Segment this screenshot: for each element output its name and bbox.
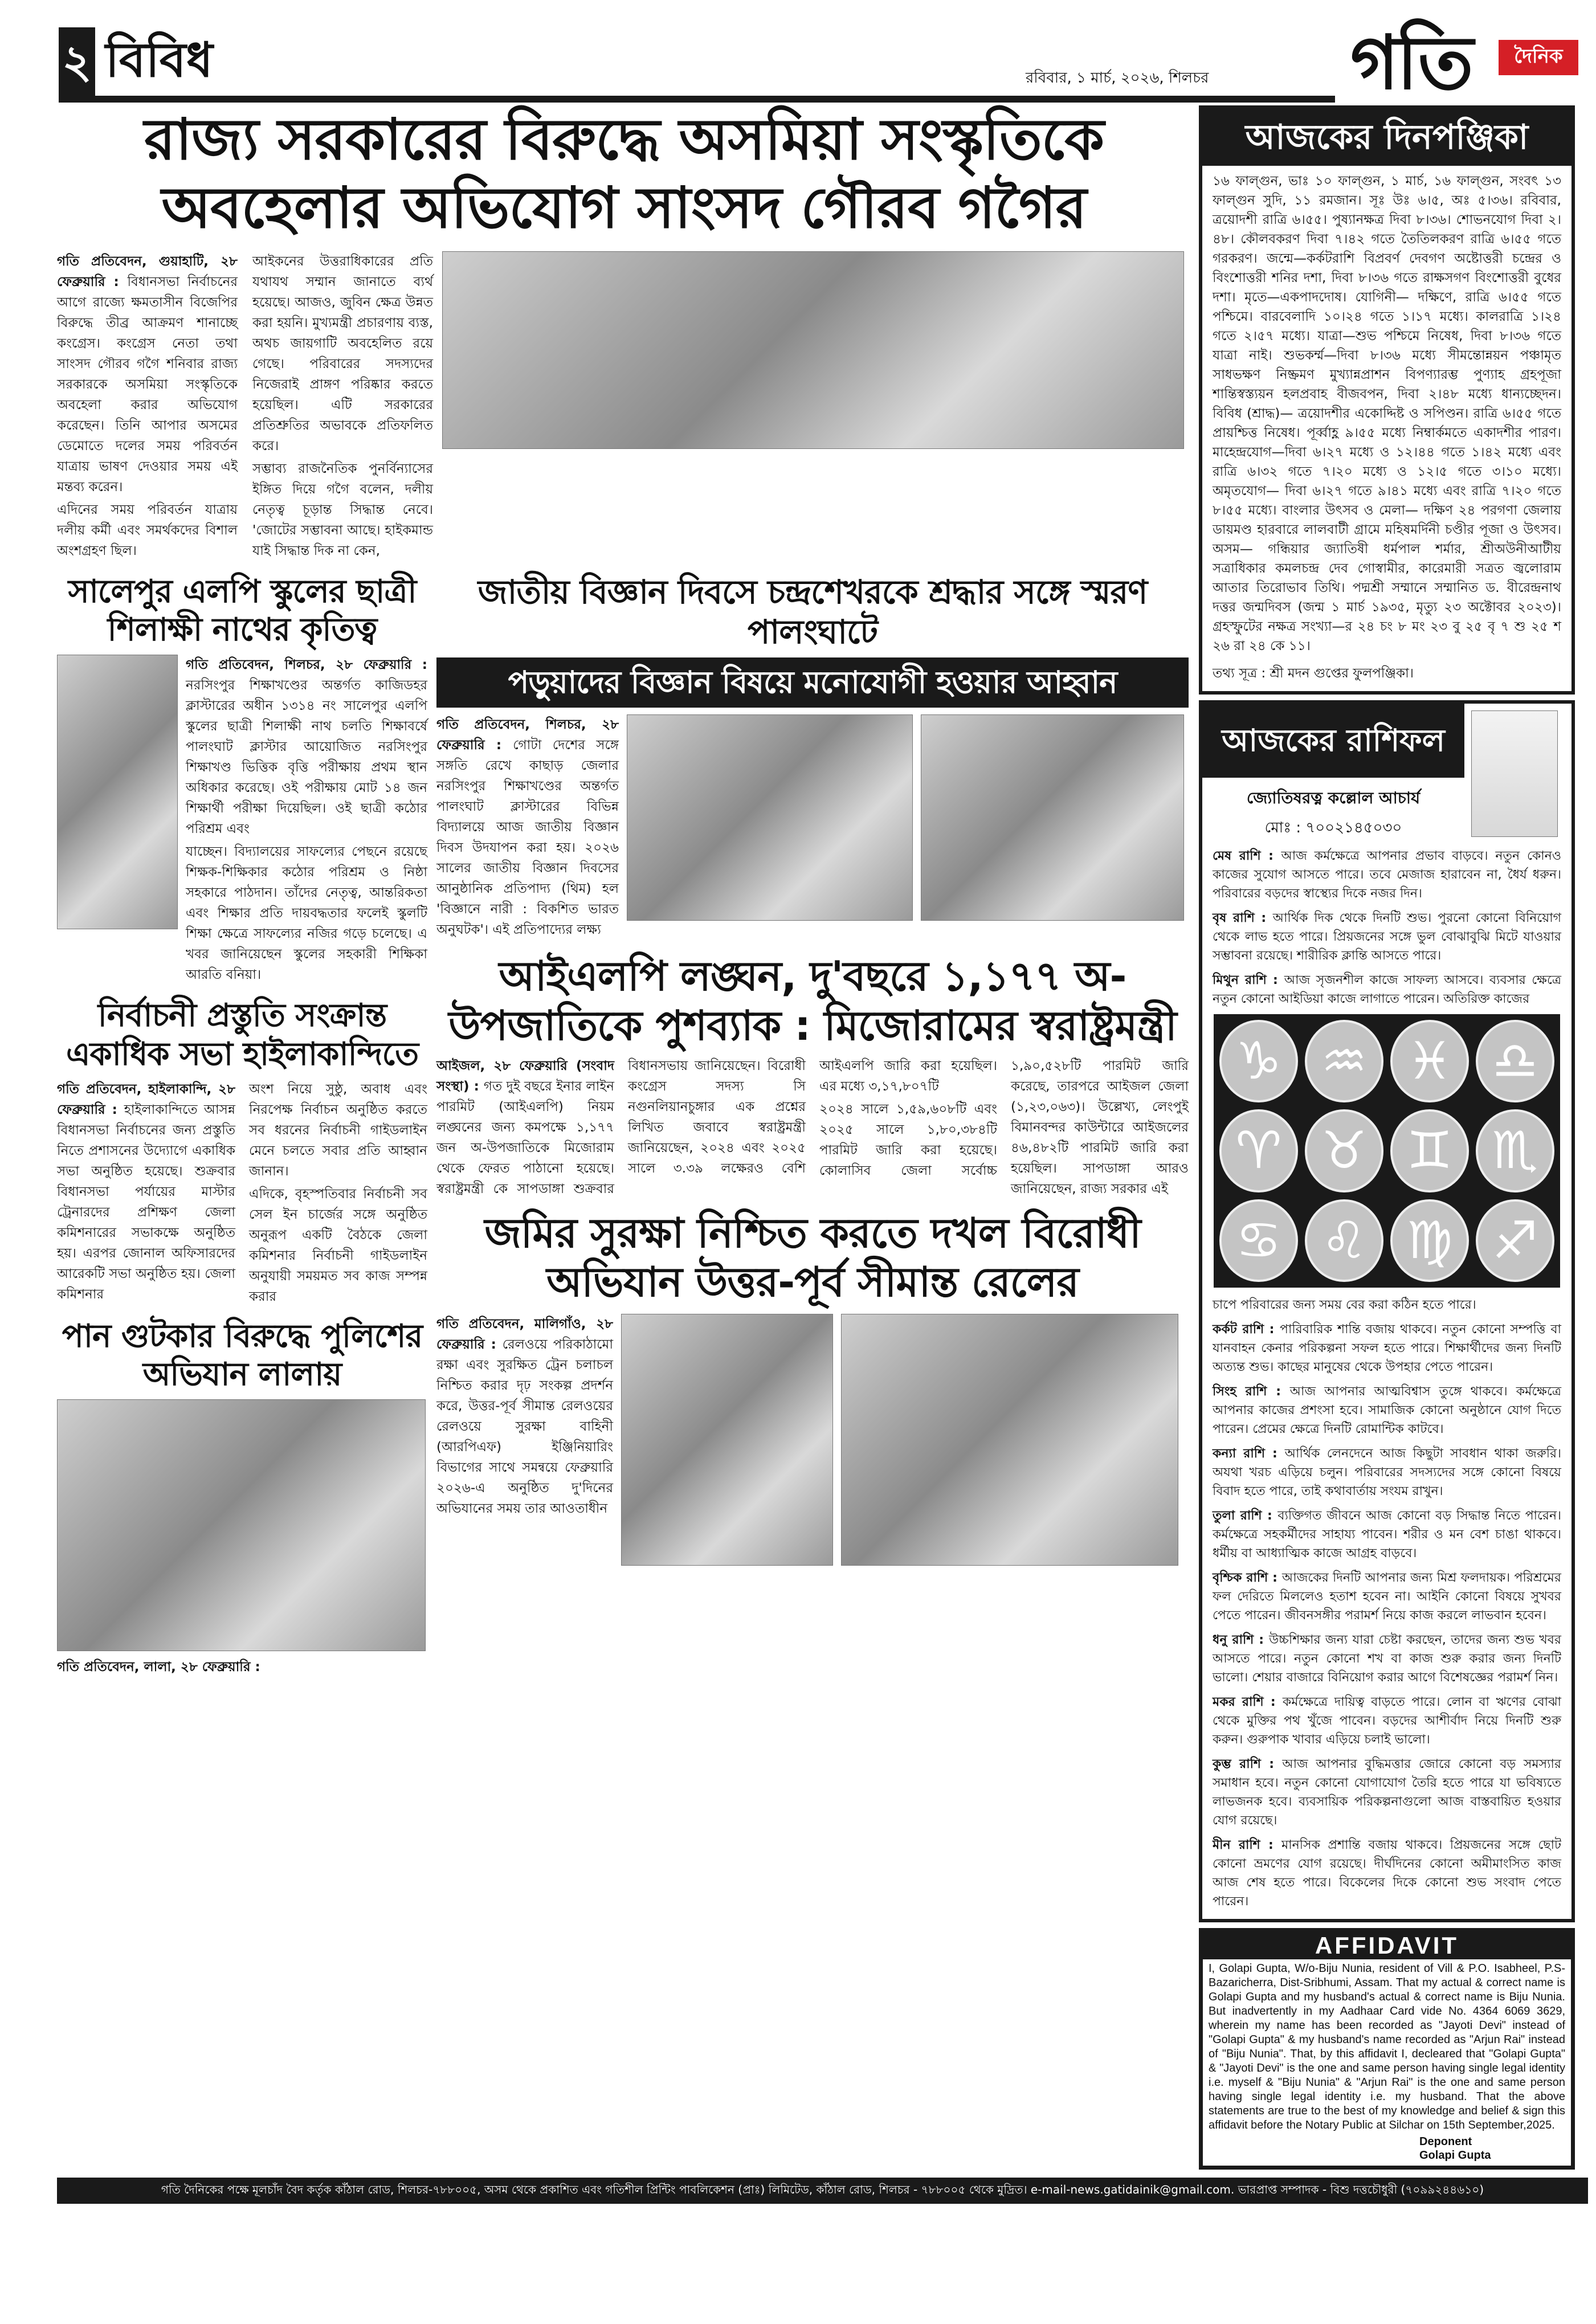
story-paragraph: এদিকে, বৃহস্পতিবার নির্বাচনী সব সেল ইন চার্জের সঙ্গে অনুষ্ঠিত অনুরূপ একটি বৈঠকে জেলা কমিশনার নির্বাচনী গাইডলাইন অনুযায়ী সময়মত সব কাজ সম্পন্ন করার [249, 1186, 427, 1304]
page-header [57, 11, 1590, 105]
salepur-story [57, 573, 427, 987]
cancer-icon: ♋ [1219, 1199, 1298, 1282]
police-raid-photo [57, 1399, 426, 1651]
gemini-icon: ♊ [1390, 1109, 1469, 1192]
side-column [1199, 105, 1575, 2170]
rashifal-entry: মকর রাশি : কর্মক্ষেত্রে দায়িত্ব বাড়তে পারে। লোন বা ঋণের বোঝা থেকে মুক্তির পথ খুঁজে পাবেন। বড়দের আশীর্বাদ নিয়ে দিনটি শুরু করুন। গুরুপাক খাবার এড়িয়ে চলাই ভালো। [1213, 1695, 1561, 1747]
science-subheadline: পড়ুয়াদের বিজ্ঞান বিষয়ে মনোযোগী হওয়ার আহ্বান [436, 657, 1189, 708]
astrologer-phone: মোঃ : ৭০০২১৪৫০৩০ [1264, 819, 1402, 836]
story-paragraph: গতি প্রতিবেদন, শিলচর, ২৮ ফেব্রুয়ারি : নরসিংপুর শিক্ষাখণ্ডের অন্তর্গত কাজিডহর ক্লাস্টারের অধীন ১৩১৪ নং সালেপুর এলপি স্কুলের ছাত্রী শিলাক্ষী নাথ চলতি শিক্ষাবর্ষে পালংঘাট ক্লাস্টার আয়োজিত নরসিংপুর শিক্ষাখণ্ড ভিত্তিক বৃত্তি পরীক্ষায় প্রথম স্থান অধিকার করেছে। ওই পরীক্ষায় মোট ১৪ জন শিক্ষার্থী পরীক্ষা দিয়েছিল। ওই ছাত্রী কঠোর পরিশ্রম এবং [186, 657, 427, 837]
lead-headline [57, 105, 1191, 242]
logo-badge: দৈনিক [1499, 40, 1578, 75]
lower-news [57, 573, 1191, 1686]
railway-story [436, 1208, 1189, 1566]
lead-headline-line1: রাজ্য সরকারের বিরুদ্ধে অসমিয়া সংস্কৃতিকে [144, 106, 1104, 173]
taurus-icon: ♉ [1305, 1109, 1383, 1192]
rashi-name: মীন রাশি : [1213, 1838, 1281, 1852]
salepur-story-body [186, 655, 427, 987]
byline: আইজল, ২৮ ফেব্রুয়ারি (সংবাদ সংস্থা) : [436, 1058, 614, 1094]
story-paragraph: গতি প্রতিবেদন, হাইলাকান্দি, ২৮ ফেব্রুয়ারি : হাইলাকান্দিতে আসন্ন বিধানসভা নির্বাচনের জন্য প্রস্তুতি নিতে প্রশাসনের উদ্যোগে একাধিক সভা অনুষ্ঠিত হয়েছে। শুক্রবার বিধানসভা পর্যায়ের মাস্টার ট্রেনারদের প্রশিক্ষণ জেলা কমিশনারের সভাকক্ষে অনুষ্ঠিত হয়। এরপর জোনাল অফিসারদের আরেকটি সভা অনুষ্ঠিত হয়। জেলা কমিশনার [57, 1081, 235, 1302]
imprint-footer: গতি দৈনিকের পক্ষে মূলচাঁদ বৈদ কর্তৃক কাঁঠাল রোড, শিলচর-৭৮৮০০৫, অসম থেকে প্রকাশিত এবং গতিশীল প্রিন্টিং পাবলিকেশন (প্রাঃ) লিমিটেড, কাঁঠাল রোড, শিলচর - ৭৮৮০০৫ থেকে মুদ্রিত। e-mail-news.gatidainik@gmail.com. ভারপ্রাপ্ত সম্পাদক - বিশু দত্তচৌধুরী (৭০৯৯২৪৪৬১০) [57, 2178, 1588, 2204]
story-paragraph: আইজল, ২৮ ফেব্রুয়ারি (সংবাদ সংস্থা) : গত দুই বছরে ইনার লাইন পারমিট (আইএলপি) নিয়ম লঙ্ঘনের জন্য কমপক্ষে ১,১৭৭ জন অ-উপজাতিকে মিজোরাম থেকে ফেরত পাঠানো হয়েছে। স্বরাষ্ট্রমন্ত্রী কে সাপডাঙ্গা শুক্রবার বিধানসভায় জানিয়েছেন। বিরোধী কংগ্রেস সদস্য সি নগুনলিয়ানচুঙ্গার এক প্রশ্নের লিখিত জবাবে স্বরাষ্ট্রমন্ত্রী জানিয়েছেন, ২০২৪ এবং ২০২৫ সালে ৩.৩৯ লক্ষেরও বেশি আইএলপি জারি করা হয়েছিল। এর মধ্যে ৩,১৭,৮০৭টি [436, 1058, 997, 1196]
affidavit-text: I, Golapi Gupta, W/o-Biju Nunia, resident of Vill & P.O. Isabheel, P.S-Bazaricherra, Dist-Sribhumi, Assam. That my actual & correct name is Golapi Gupta and my husband's actual & correct name is Biju Nunia. But inadvertently in my Aadhaar Card vide No. 4364 6069 3629, wherein my name has been recorded as "Jayoti Devi" instead of "Golapi Gupta" & my husband's name recorded as "Arjun Rai" instead of "Biju Nunia". That, by this affidavit I, decleared that "Golapi Gupta" & "Jayoti Devi" is the one and same person having single legal identity i.e. myself & "Biju Nunia" & "Arjun Rai" is the one and same person having single legal identity i.e. my husband. That the above statements are true to the best of my knowledge and belief & sign this affidavit before the Notary Public at Silchar on 15th September,2025. [1209, 1962, 1565, 2131]
byline: গতি প্রতিবেদন, শিলচর, ২৮ ফেব্রুয়ারি : [436, 717, 619, 753]
story-paragraph: গতি প্রতিবেদন, শিলচর, ২৮ ফেব্রুয়ারি : গোটা দেশের সঙ্গে সঙ্গতি রেখে কাছাড় জেলার নরসিংপুর শিক্ষাখণ্ডের অন্তর্গত পালংঘাট ক্লাস্টারের বিভিন্ন বিদ্যালয়ে আজ জাতীয় বিজ্ঞান দিবস উদযাপন করা হয়। ২০২৬ সালের জাতীয় বিজ্ঞান দিবসের আনুষ্ঠানিক প্রতিপাদ্য (থিম) হল 'বিজ্ঞানে নারী : বিকশিত ভারত অনুঘটক'। এই প্রতিপাদ্যের লক্ষ্য [436, 717, 619, 938]
salepur-headline: সালেপুর এলপি স্কুলের ছাত্রী শিলাক্ষী নাথের কৃতিত্ব [68, 573, 417, 649]
astrologer-photo [1471, 710, 1558, 837]
page-body [57, 105, 1590, 2170]
rashifal-entry: মিথুন রাশি : আজ সৃজনশীল কাজে সাফল্য আসবে। ব্যবসার ক্ষেত্রে নতুন কোনো আইডিয়া কাজে লাগাতে পারেন। অতিরিক্ত কাজের [1213, 973, 1561, 1006]
panjika-text [1202, 166, 1571, 691]
leo-icon: ♌ [1305, 1199, 1383, 1282]
railway-headline-line2: অভিযান উত্তর-পূর্ব সীমান্ত রেলের [546, 1258, 1079, 1306]
rashifal-entry: তুলা রাশি : ব্যক্তিগত জীবনে আজ কোনো বড় সিদ্ধান্ত নিতে পারেন। কর্মক্ষেত্রে সহকর্মীদের সাহায্য পাবেন। শরীর ও মন বেশ চাঙা থাকবে। ধর্মীয় বা আধ্যাত্মিক কাজে আগ্রহ বাড়বে। [1213, 1509, 1561, 1561]
affidavit-box [1199, 1928, 1575, 2170]
election-story-body [57, 1079, 427, 1308]
rashi-name: কন্যা রাশি : [1213, 1447, 1285, 1461]
affidavit-signature [1419, 2135, 1571, 2166]
science-headline: জাতীয় বিজ্ঞান দিবসে চন্দ্রশেখরকে শ্রদ্ধার সঙ্গে স্মরণ পালংঘাটে [477, 573, 1148, 651]
rashi-name: কুম্ভ রাশি : [1213, 1757, 1283, 1771]
byline: গতি প্রতিবেদন, শিলচর, ২৮ ফেব্রুয়ারি : [186, 657, 427, 673]
panjika-box [1199, 105, 1575, 695]
rashi-name: কর্কট রাশি : [1213, 1322, 1280, 1337]
rashifal-box [1199, 700, 1575, 1922]
masthead-logo [1350, 11, 1590, 106]
sagittarius-icon: ♐ [1476, 1199, 1554, 1282]
story-paragraph: অংশ নিয়ে সুষ্ঠু, অবাধ এবং নিরপেক্ষ নির্বাচন অনুষ্ঠিত করতে সব ধরনের নির্বাচনী গাইডলাইন মেনে চলতে সবার প্রতি আহ্বান জানান। [249, 1081, 427, 1179]
rashifal-entry: বৃষ রাশি : আর্থিক দিক থেকে দিনটি শুভ। পুরনো কোনো বিনিয়োগ থেকে লাভ হতে পারে। প্রিয়জনের সঙ্গে ভুল বোঝাবুঝি মিটে যাওয়ার সম্ভাবনা রয়েছে। শারীরিক ক্লান্তি আসতে পারে। [1213, 911, 1561, 963]
pan-headline: পান গুটকার বিরুদ্ধে পুলিশের অভিযান লালায় [62, 1317, 423, 1393]
lead-story-body [57, 251, 433, 563]
science-story [436, 573, 1189, 942]
pan-byline: গতি প্রতিবেদন, লালা, ২৮ ফেব্রুয়ারি : [57, 1660, 260, 1675]
pisces-icon: ♓ [1390, 1020, 1469, 1102]
ilp-headline [436, 951, 1189, 1050]
rashi-name: মকর রাশি : [1213, 1695, 1283, 1709]
ilp-story [436, 951, 1189, 1199]
signature-label: Deponent [1419, 2135, 1472, 2148]
story-paragraph: ২০২৪ সালে ১,৫৯,৬০৮টি এবং ২০২৫ সালে ১,৮০,৩৮৪টি পারমিট জারি করা হয়েছে। কোলাসিব জেলা সর্বোচ্চ ১,৯০,৫২৮টি পারমিট জারি করেছে, তারপরে আইজল জেলা (১,২৩,০৬৩)। উল্লেখ্য, লেংপুই বিমানবন্দর কাউন্টারে আইজলের ৪৬,৪৮২টি পারমিট জারি করা হয়েছিল। সাপডাঙ্গা আরও জানিয়েছেন, রাজ্য সরকার এই [819, 1058, 1189, 1196]
lead-story-photo [442, 251, 1184, 449]
virgo-icon: ♍ [1390, 1199, 1469, 1282]
rashifal-entry: ধনু রাশি : উচ্চশিক্ষার জন্য যারা চেষ্টা করছেন, তাদের জন্য শুভ খবর আসতে পারে। নতুন কোনো শখ বা কাজ শুরু করার জন্য দিনটি ভালো। শেয়ার বাজারে বিনিয়োগ করার আগে বিশেষজ্ঞের পরামর্শ নিন। [1213, 1633, 1562, 1685]
election-headline: নির্বাচনী প্রস্তুতি সংক্রান্ত একাধিক সভা হাইলাকান্দিতে [66, 997, 419, 1073]
pan-story [57, 1317, 427, 1677]
railway-photo-1 [621, 1314, 833, 1566]
ilp-headline-line2: উপজাতিকে পুশব্যাক : মিজোরামের স্বরাষ্ট্রমন্ত্রী [448, 1001, 1177, 1049]
pan-story-body [57, 1657, 427, 1677]
rashifal-entry: কন্যা রাশি : আর্থিক লেনদেনে আজ কিছুটা সাবধান থাকা জরুরি। অযথা খরচ এড়িয়ে চলুন। পরিবারের সদস্যদের সঙ্গে কোনো বিষয়ে বিবাদ হতে পারে, তাই কথাবার্তায় সংযম রাখুন। [1213, 1447, 1561, 1498]
signature-name: Golapi Gupta [1419, 2149, 1491, 2162]
story-paragraph: আইকনের উত্তরাধিকারের প্রতি যথাযথ সম্মান জানাতে ব্যর্থ হয়েছে। আজও, জুবিন ক্ষেত্র উন্নত করা হয়নি। মুখ্যমন্ত্রী প্রচারণায় ব্যস্ত, অথচ জায়গাটি অবহেলিত রয়ে গেছে। পরিবারের সদস্যদের নিজেরাই প্রাঙ্গণ পরিষ্কার করতে হয়েছিল। এটি সরকারের প্রতিশ্রুতির অভাবকে প্রতিফলিত করে। [252, 254, 433, 454]
capricorn-icon: ♑ [1219, 1020, 1298, 1102]
rashi-name: বৃশ্চিক রাশি : [1213, 1571, 1282, 1585]
dateline: রবিবার, ১ মার্চ, ২০২৬, শিলচর [1026, 70, 1209, 87]
zodiac-grid [1214, 1014, 1560, 1288]
astrologer-name: জ্যোতিষরত্ন কল্লোল আচার্য [1246, 789, 1421, 807]
byline: গতি প্রতিবেদন, হাইলাকান্দি, ২৮ ফেব্রুয়ারি : [57, 1081, 235, 1117]
railway-photo-2 [841, 1314, 1178, 1566]
science-story-body [436, 714, 619, 942]
railway-headline [436, 1208, 1189, 1307]
rashi-name: তুলা রাশি : [1213, 1509, 1278, 1523]
aquarius-icon: ♒ [1305, 1020, 1383, 1102]
rashifal-entry: কর্কট রাশি : পারিবারিক শান্তি বজায় থাকবে। নতুন কোনো সম্পত্তি বা যানবাহন কেনার পরিকল্পনা সফল হতে পারে। শিক্ষার্থীদের জন্য দিনটি অত্যন্ত শুভ। কাছের মানুষের থেকে উপহার পেতে পারেন। [1213, 1322, 1562, 1374]
left-news-column [57, 573, 427, 1686]
rashi-name: মেষ রাশি : [1213, 849, 1281, 863]
story-paragraph: যাচ্ছেন। বিদ্যালয়ের সাফল্যের পেছনে রয়েছে শিক্ষক-শিক্ষিকার কঠোর পরিশ্রম ও নিষ্ঠা সহকারে পাঠদান। তাঁদের নেতৃত্ব, আন্তরিকতা এবং শিক্ষার প্রতি দায়বদ্ধতার ফলেই স্কুলটি শিক্ষা ক্ষেত্রে সাফল্যের নজির গড়ে চলেছে। এ খবর জানিয়েছেন স্কুলের সহকারী শিক্ষিকা আরতি বনিয়া। [186, 844, 427, 983]
rashi-name: সিংহ রাশি : [1213, 1384, 1290, 1399]
rashi-name: মিথুন রাশি : [1213, 973, 1284, 987]
byline: গতি প্রতিবেদন, মালিগাঁও, ২৮ ফেব্রুয়ারি : [436, 1316, 613, 1352]
student-photo [57, 655, 178, 929]
lead-headline-line2: অবহেলার অভিযোগ সাংসদ গৌরব গগৈর [161, 174, 1087, 241]
story-paragraph: গতি প্রতিবেদন, মালিগাঁও, ২৮ ফেব্রুয়ারি : রেলওয়ে পরিকাঠামো রক্ষা এবং সুরক্ষিত ট্রেন চলাচল নিশ্চিত করার দৃঢ় সংকল্প প্রদর্শন করে, উত্তর-পূর্ব সীমান্ত রেলওয়ের রেলওয়ে সুরক্ষা বাহিনী (আরপিএফ) ইঞ্জিনিয়ারিং বিভাগের সাথে সমন্বয়ে ফেব্রুয়ারি ২০২৬-এ অনুষ্ঠিত দু'দিনের অভিযানের সময় তার আওতাধীন [436, 1316, 613, 1516]
rashifal-entry: মেষ রাশি : আজ কর্মক্ষেত্রে আপনার প্রভাব বাড়বে। নতুন কোনও কাজের সুযোগ আসতে পারে। তবে মেজাজ হারাবেন না, ধৈর্য ধরুন। পরিবারের বড়দের স্বাস্থ্যের দিকে নজর দিন। [1213, 849, 1562, 901]
science-event-photo-2 [921, 714, 1184, 921]
rashifal-entry: মীন রাশি : মানসিক প্রশান্তি বজায় থাকবে। প্রিয়জনের সঙ্গে ছোট কোনো ভ্রমণের যোগ রয়েছে। দীর্ঘদিনের কোনো অমীমাংসিত কাজ আজ শেষ হতে পারে। বিকেলের দিকে কোনো শুভ সংবাদ পেতে পারেন। [1213, 1838, 1561, 1909]
rashifal-entries-bottom [1202, 1291, 1571, 1919]
story-paragraph: এদিনের সময় পরিবর্তন যাত্রায় দলীয় কর্মী এবং সমর্থকদের বিশাল অংশগ্রহণ ছিল। [57, 503, 238, 558]
libra-icon: ♎ [1476, 1020, 1554, 1102]
ilp-story-body [436, 1056, 1189, 1199]
railway-headline-line1: জমির সুরক্ষা নিশ্চিত করতে দখল বিরোধী [484, 1208, 1141, 1257]
science-event-photo-1 [627, 714, 913, 921]
rashi-name: ধনু রাশি : [1213, 1633, 1270, 1647]
rashifal-entry: চাপে পরিবারের জন্য সময় বের করা কঠিন হতে পারে। [1213, 1298, 1476, 1312]
section-title: বিবিধ [105, 32, 213, 88]
panjika-title: আজকের দিনপঞ্জিকা [1202, 109, 1571, 166]
story-paragraph: গতি প্রতিবেদন, গুয়াহাটি, ২৮ ফেব্রুয়ারি : বিধানসভা নির্বাচনের আগে রাজ্যে ক্ষমতাসীন বিজেপির বিরুদ্ধে তীব্র আক্রমণ শানাচ্ছে কংগ্রেস। কংগ্রেস নেতা তথা সাংসদ গৌরব গগৈ শনিবার রাজ্য সরকারকে অসমিয়া সংস্কৃতিকে অবহেলা করার অভিযোগ করেছেন। তিনি আপার অসমের ডেমোতে দলের সময় পরিবর্তন যাত্রায় ভাষণ দেওয়ার সময় এই মন্তব্য করেন। [57, 254, 238, 495]
page-number: ২ [59, 27, 95, 103]
scorpio-icon: ♏ [1476, 1109, 1554, 1192]
rashifal-entry: কুম্ভ রাশি : আজ আপনার বুদ্ধিমত্তার জোরে কোনো বড় সমস্যার সমাধান হবে। নতুন কোনো যোগাযোগ তৈরি হতে পারে যা ভবিষ্যতে লাভজনক হবে। ব্যবসায়িক পরিকল্পনাগুলো আজ বাস্তবায়িত হওয়ার যোগ রয়েছে। [1213, 1757, 1561, 1828]
newspaper-page [57, 0, 1590, 2204]
rashifal-title: আজকের রাশিফল [1202, 704, 1464, 778]
right-news-column [436, 573, 1189, 1575]
byline: গতি প্রতিবেদন, গুয়াহাটি, ২৮ ফেব্রুয়ারি : [57, 254, 238, 289]
news-area [57, 105, 1191, 1686]
rashifal-entry: সিংহ রাশি : আজ আপনার আত্মবিশ্বাস তুঙ্গে থাকবে। কর্মক্ষেত্রে আপনার কাজের প্রশংসা হবে। সামাজিক কোনো অনুষ্ঠানে যোগ দিতে পারেন। প্রেমের ক্ষেত্রে দিনটি রোমান্টিক কাটবে। [1213, 1384, 1561, 1436]
story-paragraph: সম্ভাব্য রাজনৈতিক পুনর্বিন্যাসের ইঙ্গিত দিয়ে গগৈ বলেন, দলীয় নেতৃত্ব চূড়ান্ত সিদ্ধান্ত নেবে। 'জোটের সম্ভাবনা আছে। হাইকমান্ড যাই সিদ্ধান্ত দিক না কেন, [252, 461, 433, 558]
panjika-content: ১৬ ফাল্গুন, ভাঃ ১০ ফাল্গুন, ১ মার্চ, ১৬ ফাল্গুন, সংবৎ ১৩ ফাল্গুন সুদি, ১১ রমজান। সূঃ উঃ ৬।৫, অঃ ৫।৩৬। রবিবার, ত্রয়োদশী রাত্রি ৬।৫৫। পুষ্যানক্ষত্র দিবা ৮।৩৬। শোভনযোগ দিবা ২।৪৮। কৌলবকরণ দিবা ৭।৪২ গতে তৈতিলকরণ রাত্রি ৬।৫৫ গতে গরকরণ। জন্মে—কর্কটরাশি বিপ্রবর্ণ দেবগণ অষ্টোত্তরী চন্দ্রের ও বিংশোত্তরী শনির দশা, দিবা ৮।৩৬ গতে রাক্ষসগণ বিংশোত্তরী বুধের দশা। মৃতে—একপাদদোষ। যোগিনী— দক্ষিণে, রাত্রি ৬।৫৫ গতে পশ্চিমে। বারবেলাদি ১০।২৪ গতে ১।১৭ মধ্যে। কালরাত্রি ১।২৪ গতে ২।৫৭ মধ্যে। যাত্রা—শুভ পশ্চিমে নিষেধ, দিবা ৮।৩৬ গতে যাত্রা নাই। শুভকর্ম্ম—দিবা ৮।৩৬ মধ্যে সীমন্তোন্নয়ন পঞ্চামৃত সাধভক্ষণ নিষ্ক্রমণ মুখ্যান্নপ্রাশন বিপণ্যারম্ভ পুণ্যাহ গ্রহপূজা শান্তিস্বস্ত্যয়ন হলপ্রবাহ বীজবপন, দিবা ২।৪৮ মধ্যে ধান্যচ্ছেদন। বিবিধ (শ্রাদ্ধ)— ত্রয়োদশীর একোদ্দিষ্ট ও সপিণ্ডন। রাত্রি ৬।৫৫ গতে প্রায়শ্চিত্ত নিষেধ। পূর্ব্বাহ্ণ ৯।৫৫ মধ্যে নিম্বার্কমতে একাদশীর পারণ। মাহেন্দ্রযোগ—দিবা ৬।২৭ মধ্যে ও ১২।৪৪ গতে ১।৪২ মধ্যে এবং রাত্রি ৬।৩২ গতে ৭।২০ মধ্যে ও ১২।৫ গতে ৩।১০ মধ্যে। অমৃতযোগ— দিবা ৬।২৭ গতে ৯।৪১ মধ্যে এবং রাত্রি ৭।২০ গতে ৮।৫৫ মধ্যে। বাংলার উৎসব ও মেলা— দক্ষিণ ২৪ পরগণা জেলায় ডায়মণ্ড হারবারে লালবাটী গ্রামে মহিষমর্দিনী চণ্ডীর পূজা ও উৎসব। অসম— গন্ধিয়ার জ্যাতিষী ধর্মপাল শর্মার, শ্রীঅউনীআটীয় সত্রাধিকার কমলচন্দ্র দেব গোস্বামীর, কারেমারী সত্রত জ্বলোরাম আতার তিরোভাব তিথি। পদ্মশ্রী সম্মানে সম্মানিত ড. বীরেন্দ্রনাথ দত্তর জন্মদিবস (জন্ম ১ মার্চ ১৯৩৫, মৃত্যু ২৩ অক্টোবর ২০২৩)। গ্রহস্ফুটের নক্ষত্র সংখ্যা—র ২৪ চং ৮ মং ২৩ বু ২৫ বৃ ৭ শু ২৫ শ ২৬ রা ২৪ কে ১১। [1213, 174, 1561, 654]
panjika-source: তথ্য সূত্র : শ্রী মদন গুপ্তের ফুলপঞ্জিকা। [1213, 666, 1414, 681]
election-story [57, 996, 427, 1308]
rashifal-entries-top [1202, 841, 1571, 1008]
railway-story-body [436, 1314, 613, 1521]
logo-text: গতি [1350, 19, 1471, 106]
aries-icon: ♈ [1219, 1109, 1298, 1192]
ilp-headline-line1: আইএলপি লঙ্ঘন, দু'বছরে ১,১৭৭ অ- [499, 952, 1126, 1000]
header-rule [59, 96, 1335, 103]
affidavit-title: AFFIDAVIT [1203, 1932, 1571, 1959]
lead-story [57, 251, 1191, 563]
rashifal-entry: বৃশ্চিক রাশি : আজকের দিনটি আপনার জন্য মিশ্র ফলদায়ক। পরিশ্রমের ফল দেরিতে মিললেও হতাশ হবেন না। আইনি কোনো বিষয়ে সুখবর পেতে পারেন। জীবনসঙ্গীর পরামর্শ নিয়ে কাজ করলে লাভবান হবেন। [1213, 1571, 1561, 1623]
rashi-name: বৃষ রাশি : [1213, 911, 1273, 925]
